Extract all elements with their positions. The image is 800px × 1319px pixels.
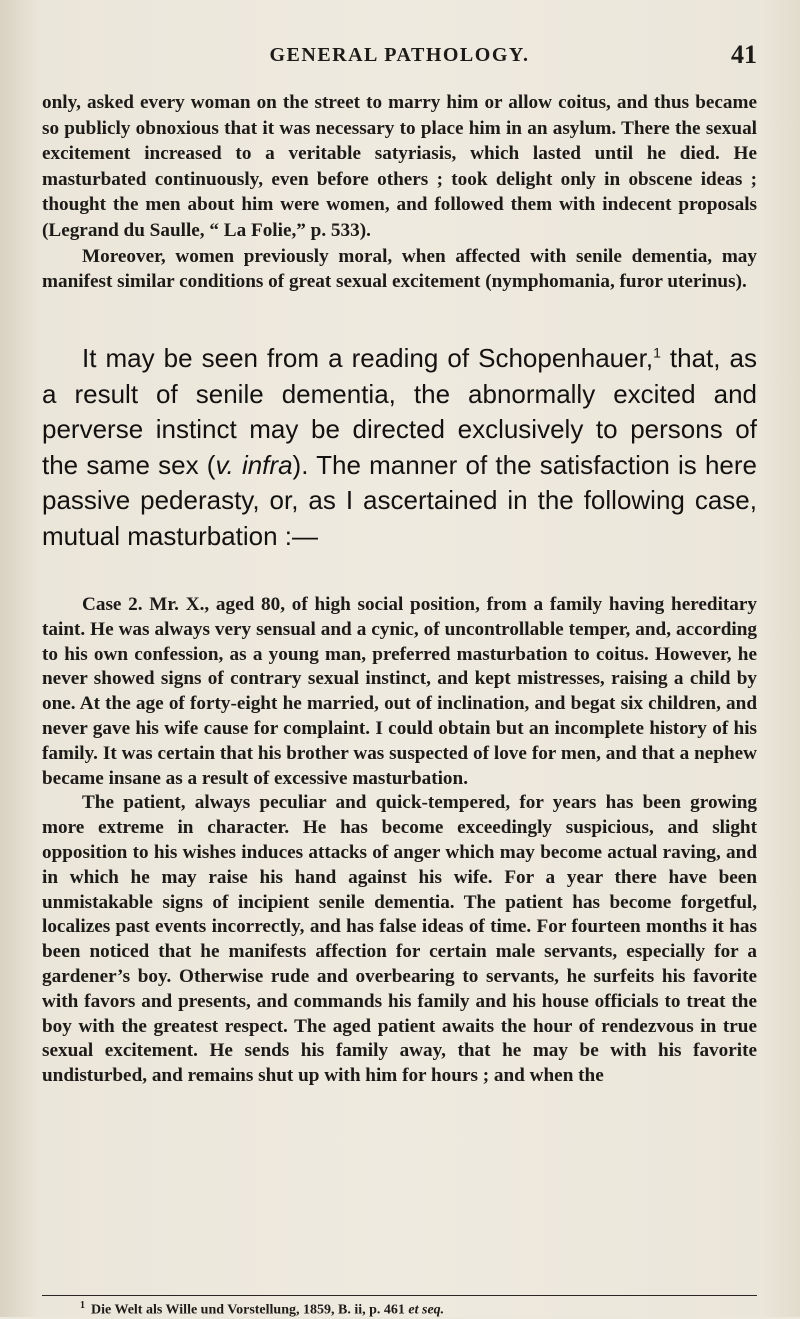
footnote-italic: et seq. (408, 1302, 445, 1318)
passage-part-3: ). The manner of the satisfaction is here passive pederasty, or, as I ascertained in the following case, mutual masturbation :— (42, 449, 758, 551)
opening-text (42, 90, 757, 295)
schopenhauer-passage (42, 341, 757, 554)
case-paragraph-2: The patient, always peculiar and quick-tempered, for years has been growing more extreme in character. He has become exceedingly suspicious, and slight opposition to his wishes induces attacks of anger which may become actual raving, and in which he may raise his hand against his wife. For a year there have been unmistakable signs of incipient senile dementia. The patient has become forgetful, localizes past events incorrectly, and has false ideas of time. For fourteen months it has been noticed that he manifests affection for certain male servants, especially for a gardener’s boy. Otherwise rude and overbearing to servants, he surfeits his favorite with favors and presents, and commands his family and his house officials to treat the boy with the greatest respect. The aged patient awaits the hour of rendezvous in true sexual excitement. He sends his family away, that he may be with his favorite undisturbed, and remains shut up with him for hours ; and when the (42, 792, 757, 1087)
passage-part-2: that, as a result of senile dementia, the abnormally excited and perverse instinct may be directed exclusively to persons of the same sex ( (42, 343, 758, 480)
case-report (42, 593, 757, 1089)
paragraph-continuation: only, asked every woman on the street to marry him or allow coitus, and thus became so publicly obnoxious that it was necessary to place him in an asylum. There the sexual excitement increased to a veritable satyriasis, which lasted until he died. He masturbated continuously, even before others ; took delight only in obscene ideas ; thought the men about him were women, and followed them with indecent proposals (Legrand du Saulle, “ La Folie,” p. 533). (42, 92, 757, 241)
schopenhauer-paragraph (42, 341, 757, 554)
footnote-text: Die Welt als Wille und Vorstellung, 1859, B. ii, p. 461 (91, 1302, 409, 1318)
page-header (42, 40, 757, 80)
footnote-reference: 1 (653, 344, 661, 361)
page-number: 41 (731, 40, 757, 69)
running-head: GENERAL PATHOLOGY. (269, 44, 530, 66)
passage-italic: v. infra (215, 449, 293, 480)
footnote-divider (42, 1295, 757, 1296)
passage-part-1: It may be seen from a reading of Schopenhauer, (82, 343, 654, 373)
footnote (42, 1300, 757, 1319)
footnote-mark: 1 (80, 1300, 85, 1311)
case-paragraph-1: Case 2. Mr. X., aged 80, of high social position, from a family having hereditary taint. He was always very sensual and a cynic, of uncontrollable temper, and, according to his own confession, as a young man, preferred masturbation to coitus. However, he never showed signs of contrary sexual instinct, and kept mistresses, raising a child by one. At the age of forty-eight he married, out of inclination, and begat six children, and never gave his wife cause for complaint. I could obtain but an incomplete history of his family. It was certain that his brother was suspected of love for men, and that a nephew became insane as a result of excessive masturbation. (42, 594, 757, 789)
paragraph-nymphomania: Moreover, women previously moral, when affected with senile dementia, may manifest similar conditions of great sexual excitement (nymphomania, furor uterinus). (42, 245, 757, 293)
